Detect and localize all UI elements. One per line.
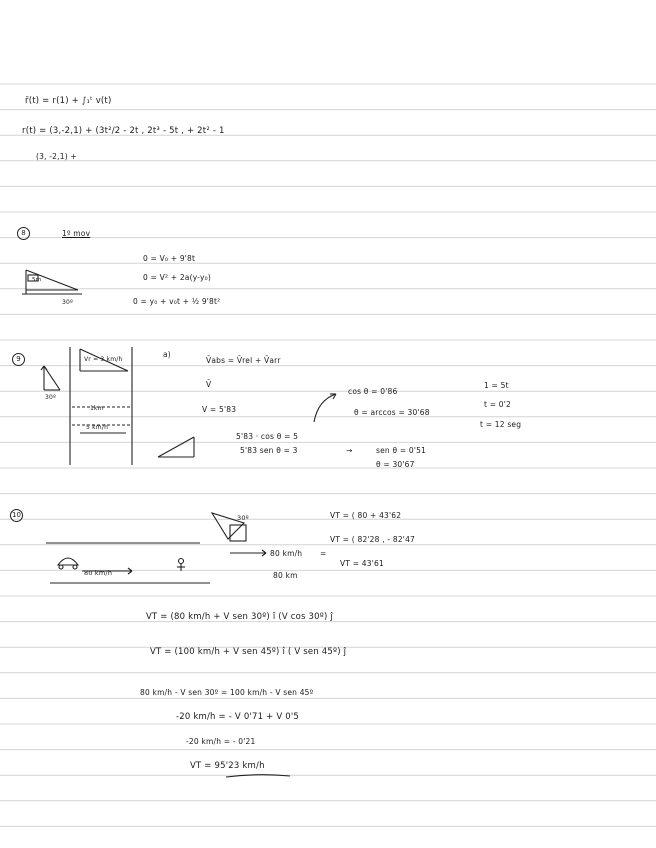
problem-number-8: 8 xyxy=(17,227,30,240)
final-result: VT = 95'23 km/h xyxy=(190,761,265,771)
vt-equation-2: VT = (100 km/h + V sen 45º) î ( V sen 45º) ĵ xyxy=(150,647,347,657)
integral-position-equation: r̄(t) = r(1) + ∫₁ᵗ v(t) xyxy=(25,96,112,106)
problem-8-angle-label: 30º xyxy=(62,299,74,306)
vt-eq-3: VT = 43'61 xyxy=(340,559,384,568)
time-eq-3: t = 12 seg xyxy=(480,420,522,429)
problem-9-fig-5km: 5 km/h xyxy=(86,424,109,431)
incline-triangle-sketch xyxy=(22,266,84,308)
car-speed-label: 80 km/h xyxy=(84,569,113,577)
sen-component-eq: 5'83 sen θ = 3 xyxy=(240,446,298,455)
problem-9-fig-vr: Vr = 3 km/h xyxy=(84,356,123,363)
right-speed-label: 80 km/h xyxy=(270,549,303,558)
velocity-vector-symbol: V̄ xyxy=(206,380,212,389)
problem-number-10: 10 xyxy=(10,509,23,522)
problem-9-fig-1km: 1km xyxy=(90,405,104,412)
simplified-equation: -20 km/h = - V 0'71 + V 0'5 xyxy=(176,712,300,722)
problem-8-eq-2: 0 = V² + 2a(y-y₀) xyxy=(143,273,211,282)
problem-8-fig-box-label: 5m xyxy=(32,277,42,283)
vt-eq-1: VT = ( 80 + 43'62 xyxy=(330,511,402,520)
cos-component-eq: 5'83 · cos θ = 5 xyxy=(236,432,299,441)
curved-arrow xyxy=(310,390,340,426)
reduced-equation: -20 km/h = - 0'21 xyxy=(186,737,256,746)
position-vector-equation: r(t) = (3,-2,1) + (3t²/2 - 2t , 2t³ - 5t , + 2t² - 1 xyxy=(22,126,225,136)
equals-sign: = xyxy=(320,549,327,558)
problem-number-9: 9 xyxy=(12,353,25,366)
time-eq-2: t = 0'2 xyxy=(484,400,511,409)
relative-velocity-equation: V̄abs = V̄rel + V̄arr xyxy=(206,356,281,365)
implication-arrow: → xyxy=(346,446,353,455)
problem-8-eq-1: 0 = V₀ + 9'8t xyxy=(143,254,196,263)
vt-eq-2: VT = ( 82'28 , - 82'47 xyxy=(330,535,416,544)
distance-label: 80 km xyxy=(273,571,298,580)
equality-equation: 80 km/h - V sen 30º = 100 km/h - V sen 45º xyxy=(140,688,314,697)
velocity-magnitude: V = 5'83 xyxy=(202,405,237,414)
initial-position-fragment: (3, -2,1) + xyxy=(36,152,77,161)
time-eq-1: 1 = 5t xyxy=(484,381,509,390)
problem-10-angle: 30º xyxy=(237,514,249,522)
result-underline xyxy=(224,771,294,781)
sen-theta-value: sen θ = 0'51 xyxy=(376,446,427,455)
cos-theta-value: cos θ = 0'86 xyxy=(348,387,398,396)
vt-equation-1: VT = (80 km/h + V sen 30º) î (V cos 30º) ĵ xyxy=(146,612,333,622)
problem-8-heading: 1º mov xyxy=(62,229,91,238)
road-car-sketch xyxy=(44,505,264,587)
theta-arccos: θ = arccos = 30'68 xyxy=(354,408,430,417)
angle-triangle-sketch xyxy=(156,433,198,461)
problem-9-fig-angle: 30º xyxy=(45,394,57,401)
theta-arcsen: θ = 30'67 xyxy=(376,460,415,469)
problem-9-part-label: a) xyxy=(163,350,171,359)
problem-8-eq-3: 0 = y₀ + v₀t + ½ 9'8t² xyxy=(133,297,221,306)
